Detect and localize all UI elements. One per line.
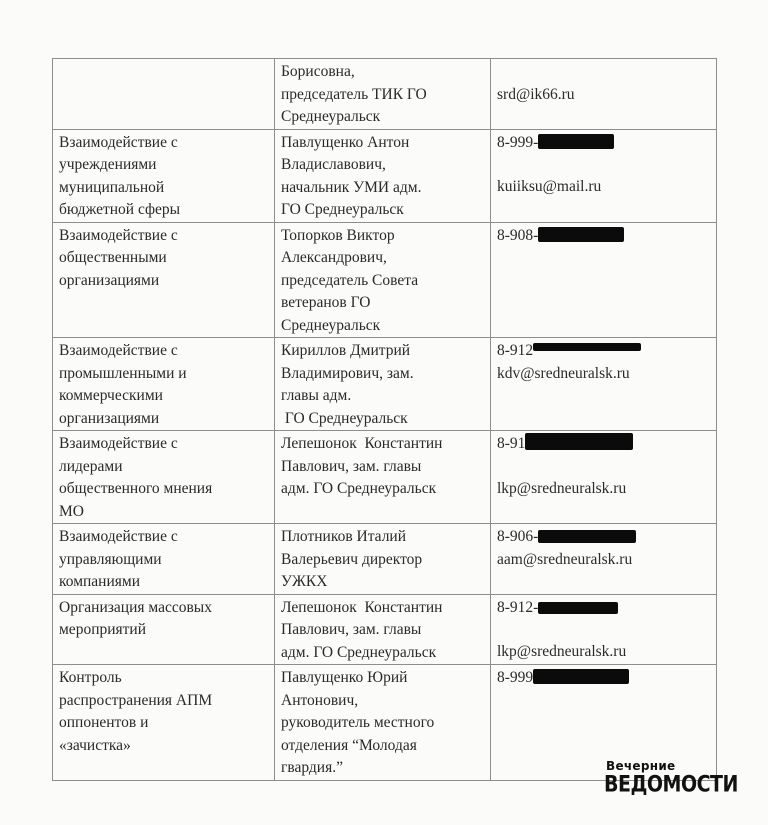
person-line: Владиславович, xyxy=(281,156,386,173)
email-text: aam@sredneuralsk.ru xyxy=(497,550,633,568)
person-line: председатель ТИК ГО xyxy=(281,85,427,103)
person-line: Владимирович, зам. xyxy=(281,364,414,382)
person-line: Павлущенко Юрий xyxy=(281,669,408,686)
email-text: srd@ik66.ru xyxy=(497,86,575,103)
person-cell xyxy=(275,338,491,431)
contacts-table xyxy=(52,58,717,781)
person-line: Павлущенко Антон xyxy=(281,133,410,151)
email-text: lkp@sredneuralsk.ru xyxy=(497,479,627,497)
person-line: Александрович, xyxy=(281,249,387,266)
email-text: kuiiksu@mail.ru xyxy=(497,178,602,195)
area-cell xyxy=(53,338,275,431)
table-row xyxy=(53,222,717,338)
phone-line xyxy=(497,667,711,690)
logo-line-1: Вечерние xyxy=(606,759,676,773)
area-cell xyxy=(53,129,275,222)
area-cell xyxy=(53,222,275,338)
phone-prefix: 8-912- xyxy=(497,598,539,616)
person-line: Топорков Виктор xyxy=(281,226,395,244)
person-cell xyxy=(275,524,491,595)
area-line: бюджетной сферы xyxy=(59,201,181,218)
person-line: Валерьевич директор xyxy=(281,550,423,568)
area-line: оппонентов и xyxy=(59,714,149,731)
person-line: руководитель местного xyxy=(281,714,435,731)
area-line: лидерами xyxy=(59,457,123,475)
area-cell xyxy=(53,59,275,130)
area-line: общественными xyxy=(59,249,167,266)
contact-cell xyxy=(491,59,717,130)
email-text: lkp@sredneuralsk.ru xyxy=(497,643,627,660)
contact-cell xyxy=(491,431,717,524)
phone-prefix: 8-906- xyxy=(497,528,539,545)
area-line: управляющими xyxy=(59,550,162,568)
redaction-bar xyxy=(533,343,641,351)
phone-prefix: 8-91 xyxy=(497,435,526,452)
person-cell xyxy=(275,59,491,130)
phone-line xyxy=(497,433,711,456)
area-line: «зачистка» xyxy=(59,736,131,754)
redaction-bar xyxy=(538,530,636,543)
person-line: Среднеуральск xyxy=(281,316,381,334)
area-line: учреждениями xyxy=(59,156,157,173)
person-line: адм. ГО Среднеуральск xyxy=(281,480,437,497)
table-row xyxy=(53,338,717,431)
contact-cell xyxy=(491,338,717,431)
table-row xyxy=(53,59,717,130)
person-cell xyxy=(275,129,491,222)
table-row xyxy=(53,129,717,222)
phone-line xyxy=(497,526,711,549)
person-line: Кириллов Дмитрий xyxy=(281,342,411,359)
person-line: ГО Среднеуральск xyxy=(281,201,404,218)
contact-cell xyxy=(491,222,717,338)
contact-cell xyxy=(491,594,717,665)
phone-prefix: 8-999 xyxy=(497,669,534,686)
logo-line-2: ВЕДОМОСТИ xyxy=(604,771,738,798)
area-line: Взаимодействие с xyxy=(59,226,178,244)
area-cell xyxy=(53,431,275,524)
person-line: главы адм. xyxy=(281,387,352,404)
redaction-bar xyxy=(533,669,629,684)
area-line: промышленными и xyxy=(59,364,187,382)
person-line: Лепешонок Константин xyxy=(281,435,443,452)
area-line: коммерческими xyxy=(59,387,163,404)
redaction-bar xyxy=(538,134,614,149)
contact-cell xyxy=(491,524,717,595)
area-line: Организация массовых xyxy=(59,598,212,616)
area-cell xyxy=(53,524,275,595)
person-line: председатель Совета xyxy=(281,271,419,289)
person-line: адм. ГО Среднеуральск xyxy=(281,643,437,661)
area-cell xyxy=(53,665,275,781)
person-line: Антонович, xyxy=(281,691,359,709)
email-text: kdv@sredneuralsk.ru xyxy=(497,364,630,382)
redaction-bar xyxy=(538,602,618,614)
area-line: Взаимодействие с xyxy=(59,342,178,359)
person-line: ветеранов ГО xyxy=(281,294,371,311)
person-cell xyxy=(275,594,491,665)
redaction-bar xyxy=(538,227,624,242)
vechernie-vedomosti-logo xyxy=(604,759,738,798)
area-line: МО xyxy=(59,502,84,520)
phone-prefix: 8-999- xyxy=(497,133,539,151)
area-line: компаниями xyxy=(59,573,141,590)
phone-line xyxy=(497,597,711,620)
area-line: общественного мнения xyxy=(59,480,213,497)
table-row xyxy=(53,594,717,665)
area-line: Взаимодействие с xyxy=(59,528,178,545)
phone-prefix: 8-908- xyxy=(497,226,539,244)
person-cell xyxy=(275,431,491,524)
area-line: распространения АПМ xyxy=(59,691,213,709)
redaction-bar xyxy=(525,433,633,450)
person-cell xyxy=(275,222,491,338)
contact-cell xyxy=(491,129,717,222)
area-line: организациями xyxy=(59,271,160,289)
person-line: начальник УМИ адм. xyxy=(281,178,422,196)
table-row xyxy=(53,524,717,595)
area-line: Взаимодействие с xyxy=(59,435,178,452)
area-line: Контроль xyxy=(59,669,122,686)
phone-line xyxy=(497,225,711,248)
person-line: Лепешонок Константин xyxy=(281,598,443,616)
person-line: гвардия.” xyxy=(281,759,343,776)
person-cell xyxy=(275,665,491,781)
person-line: Павлович, зам. главы xyxy=(281,457,422,475)
phone-prefix: 8-912 xyxy=(497,342,534,359)
area-line: мероприятий xyxy=(59,621,147,638)
person-line: отделения “Молодая xyxy=(281,736,417,754)
area-line: муниципальной xyxy=(59,178,165,196)
person-line: УЖКХ xyxy=(281,573,328,590)
phone-line xyxy=(497,340,711,363)
person-line: Плотников Италий xyxy=(281,528,407,545)
phone-line xyxy=(497,132,711,155)
person-line: Павлович, зам. главы xyxy=(281,621,422,638)
person-line: Среднеуральск xyxy=(281,108,381,125)
person-line: ГО Среднеуральск xyxy=(281,409,408,427)
area-cell xyxy=(53,594,275,665)
area-line: организациями xyxy=(59,409,160,427)
table-row xyxy=(53,431,717,524)
area-line: Взаимодействие с xyxy=(59,133,178,151)
person-line: Борисовна, xyxy=(281,63,355,80)
